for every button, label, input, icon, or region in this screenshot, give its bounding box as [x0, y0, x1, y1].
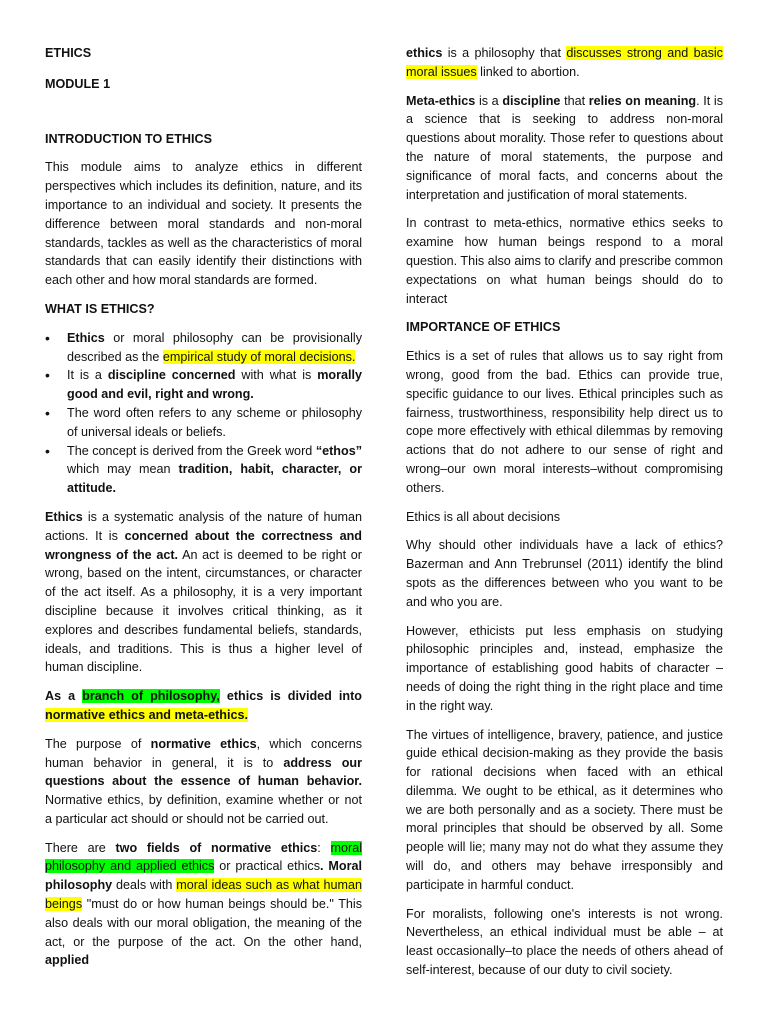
text-run: : [317, 840, 331, 855]
definition-list [45, 329, 362, 498]
text-run: The purpose of [45, 736, 151, 751]
green-highlight: branch of philosophy, [82, 689, 220, 704]
intro-paragraph: This module aims to analyze ethics in different perspectives which includes its definition, nature, and its importance to an individual and society. It presents the difference between moral standards and non-moral standards, tackles as well as the characteristics of moral standards that can easily identify their distinctions with each other and how moral standards are formed. [45, 160, 362, 288]
right-column [406, 44, 723, 990]
branch-paragraph [45, 687, 362, 725]
bold-text: tradition, habit, character, or attitude. [67, 462, 362, 496]
doc-title: ETHICS [45, 46, 92, 60]
ethics-analysis-paragraph [45, 508, 362, 677]
bold-text: applied [45, 953, 90, 968]
bold-text: two fields of normative ethics [115, 840, 318, 855]
bold-text: address our questions about the essence of human behavior. [45, 755, 362, 789]
bold-text: relies on meaning [588, 93, 697, 108]
text-run: , which concerns human behavior in general, it is to [45, 736, 363, 770]
text-run: ethics is divided into [219, 689, 362, 704]
text-run: . It is a science that is seeking to address non-moral questions about morality. Those refer to questions about the nature of moral statements, the purpose and significance of moral facts, and concerns about the interpretation and justification of moral statements. [406, 93, 723, 202]
text-run: As a [45, 689, 83, 704]
list-item: • The word often refers to any scheme or philosophy of universal ideals or beliefs. [45, 404, 362, 442]
text-run: There are [45, 840, 116, 855]
list-item [45, 366, 362, 404]
bold-text: ethics [406, 46, 443, 60]
bold-text: “ethos” [315, 443, 362, 458]
bold-text: Meta-ethics [406, 93, 476, 108]
bold-text: Ethics [67, 330, 105, 345]
yellow-highlight: discusses strong and basic moral issues [406, 46, 723, 79]
text-run: is a systematic analysis of the nature of human actions. It is [45, 509, 362, 543]
text-run: The concept is derived from the Greek word [67, 443, 316, 458]
rules-paragraph: Ethics is a set of rules that allows us to say right from wrong, good from the bad. Ethics can provide true, specific guidance to our lives. Ethical principles such as fairness, trustworthiness, responsibility help direct us to cope more effectively with ethical dilemmas by removing actions that do not adhere to our sense of right and wrong–our own moral interests–without compromising others. [406, 349, 723, 495]
bold-text: morally good and evil, right and wrong. [67, 368, 363, 402]
text-run: that [560, 93, 589, 108]
bold-text: concerned about the correctness and wrongness of the act. [45, 528, 362, 562]
contrast-paragraph: In contrast to meta-ethics, normative ethics seeks to examine how human beings respond to a moral question. This also aims to clarify and prescribe common expectations on what human beings should do to interact [406, 216, 723, 306]
text-run: deals with [112, 878, 177, 893]
decisions-line: Ethics is all about decisions [406, 509, 561, 524]
text-run: with what is [235, 368, 318, 383]
text-run: Normative ethics, by definition, examine whether or not a particular act should or should not be carried out. [45, 793, 362, 826]
text-run: or practical ethics [214, 859, 321, 874]
habits-paragraph: However, ethicists put less emphasis on studying philosophic principles and, instead, emphasize the importance of establishing good habits of character – needs of doing the right thing in the right place and time in the right way. [406, 623, 723, 713]
text-run: is a [475, 93, 503, 108]
text-run: or moral philosophy can be provisionally described as the [67, 330, 362, 364]
virtues-paragraph: The virtues of intelligence, bravery, patience, and justice guide ethical decision-making as they provide the basis for rational decisions when faced with an ethical dilemma. We ought to be ethical, as it determines who we are both personally and as a society. There must be moral principles that should be observed by all. Some people will lie; many may not do what they assume they will do, and others may behave irresponsibly and participate in harmful conduct. [406, 727, 723, 892]
text-run: linked to abortion. [476, 64, 580, 79]
module-label: MODULE 1 [45, 76, 111, 91]
two-fields-paragraph [45, 839, 362, 971]
text-run: which may mean [67, 462, 179, 477]
bold-text: discipline concerned [107, 368, 236, 383]
yellow-highlight: normative ethics and meta-ethics. [45, 707, 248, 722]
text-run: It is a [67, 368, 108, 383]
bold-text: . [320, 859, 324, 874]
meta-ethics-paragraph [406, 92, 723, 205]
normative-purpose-paragraph [45, 735, 362, 829]
left-column [45, 44, 362, 980]
text-run: "must do or how human beings should be." This also deals with our moral obligation, the meaning of the act, or the purpose of the act. On the other hand, [45, 897, 362, 949]
list-item [45, 329, 362, 367]
applied-ethics-paragraph [406, 44, 723, 82]
green-highlight: moral philosophy and applied ethics [45, 840, 362, 874]
blind-spots-paragraph: Why should other individuals have a lack of ethics? Bazerman and Ann Trebrunsel (2011) identify the blind spots as the differences between who you want to be and who you are. [406, 538, 723, 609]
bold-text: normative ethics [150, 736, 257, 751]
yellow-highlight: moral ideas such as what human beings [45, 878, 363, 912]
text-run: An act is deemed to be right or wrong, based on the intent, circumstances, or character of the act itself. As a philosophy, it is a very important discipline because it involves critical thinking, as it explores and describes fundamental beliefs, standards, ideals, and traditions. This is thus a higher level of human discipline. [45, 547, 362, 675]
moralists-paragraph: For moralists, following one's interests is not wrong. Nevertheless, an ethical individual must be able – at least occasionally–to place the needs of others ahead of self-interest, because of our duty to civil society. [406, 906, 723, 978]
list-item [45, 442, 362, 498]
text-run: is a philosophy that [442, 46, 567, 60]
importance-heading: IMPORTANCE OF ETHICS [406, 320, 561, 335]
bold-text: discipline [502, 93, 561, 108]
yellow-highlight: empirical study of moral decisions. [162, 349, 356, 364]
bold-text: Ethics [45, 509, 83, 524]
what-is-ethics-heading: WHAT IS ETHICS? [45, 301, 155, 316]
bold-text: Moral philosophy [45, 859, 362, 893]
intro-heading: INTRODUCTION TO ETHICS [45, 131, 212, 146]
